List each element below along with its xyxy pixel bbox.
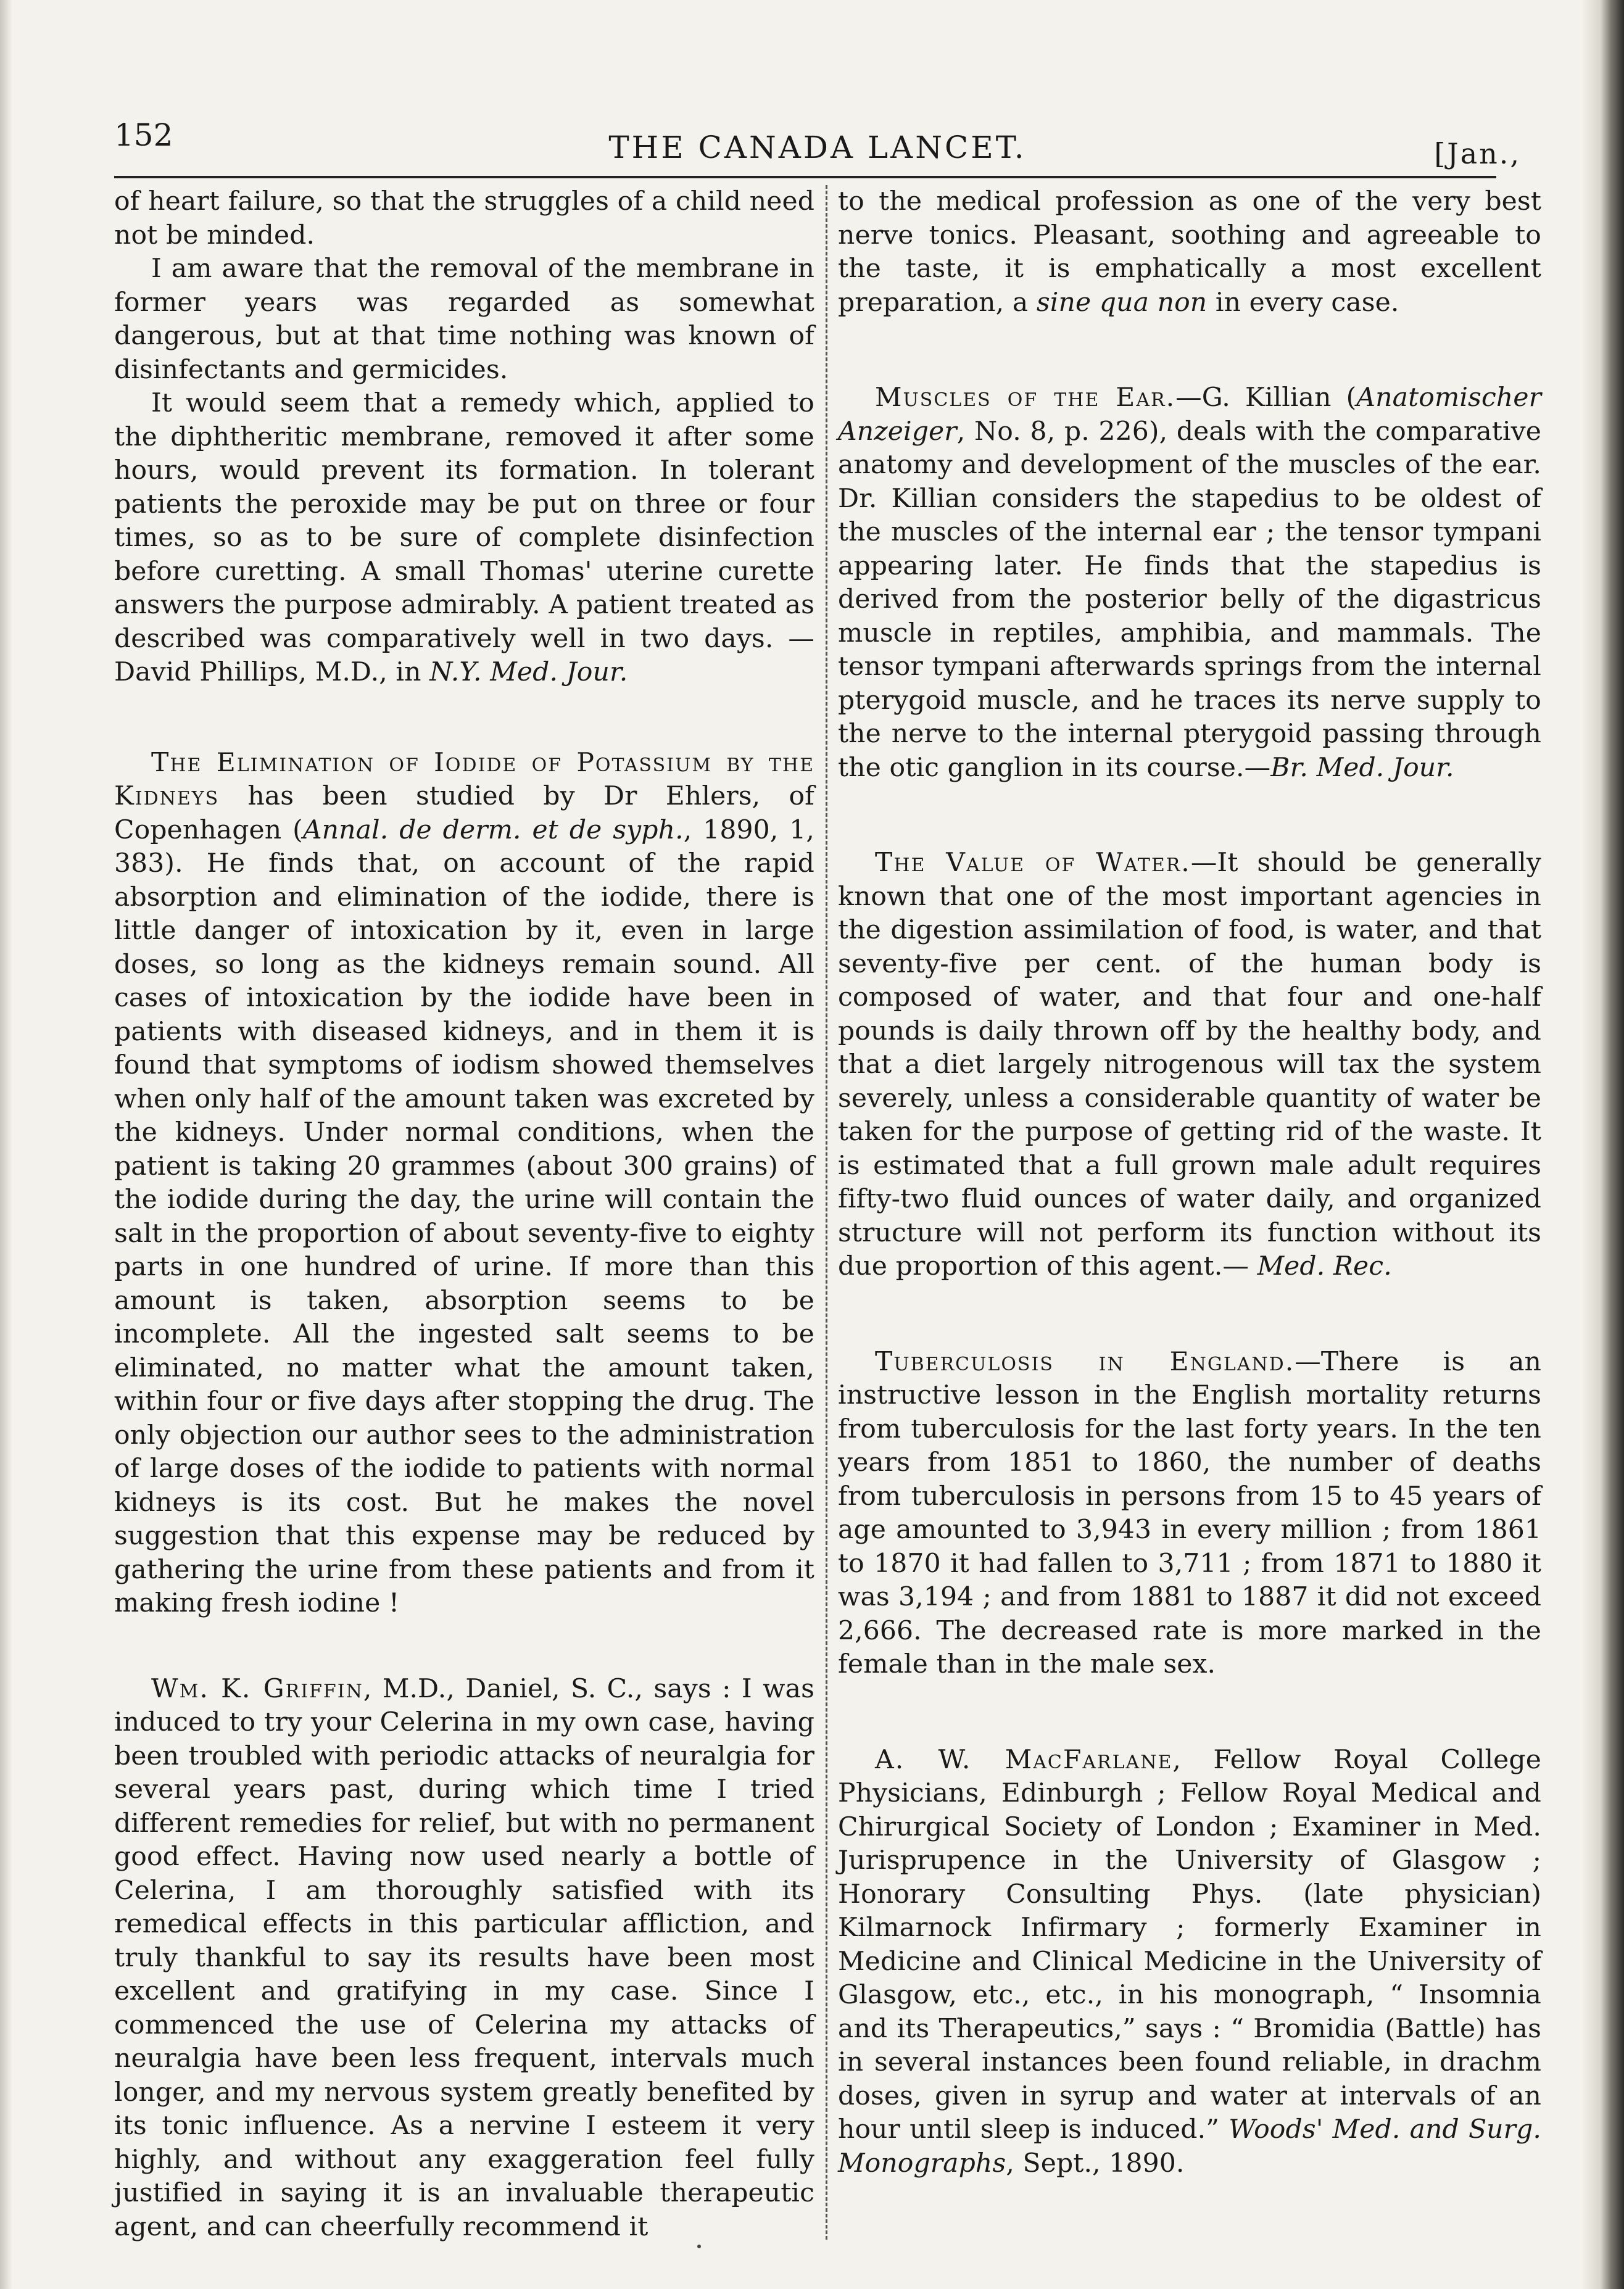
- griffin-name: Wm. K. Griffin: [151, 1673, 363, 1704]
- peroxide-source: N.Y. Med. Jour.: [429, 657, 628, 687]
- griffin-article: [114, 1673, 814, 2245]
- celerina-text-b: in every case.: [1207, 287, 1399, 318]
- peroxide-paragraph: [114, 387, 814, 690]
- iodide-article: [114, 747, 814, 1621]
- page-number: 152: [114, 117, 173, 153]
- left-column: [114, 185, 814, 2244]
- muscles-journal: Anatomischer Anzeiger: [838, 383, 1541, 447]
- iodide-text-a: has been studied by Dr Ehlers, of Copenhagen (: [114, 781, 814, 845]
- muscles-text-b: , No. 8, p. 226), deals with the comparative anatomy and development of the muscles of the ear. Dr. Killian considers the stapedius to be oldest of the muscles of the internal ear ; the tensor tympani appearing later. He finds that the stapedius is derived from the posterior belly of the digastricus muscle in reptiles, amphibia, and mammals. The tensor tympani afterwards springs from the internal pterygoid muscle, and he traces its nerve supply to the nerve to the internal pterygoid passing through the otic ganglion in its course.—: [838, 416, 1541, 783]
- tuberculosis-article: [838, 1346, 1541, 1682]
- footer-dot: [697, 2245, 701, 2248]
- page-edge-right: [1581, 0, 1624, 2289]
- membrane-paragraph: I am aware that the removal of the membrane in former years was regarded as somewhat dangerous, but at that time nothing was known of disinfectants and germicides.: [114, 254, 814, 385]
- macfarlane-article: [838, 1744, 1541, 2181]
- column-divider: [826, 185, 827, 2240]
- water-text: —It should be generally known that one of the most important agencies in the digestion assimilation of food, is water, and that seventy-five per cent. of the human body is composed of water, and that four and one-half pounds is daily thrown off by the healthy body, and that a diet largely nitrogenous will tax the system severely, unless a considerable quantity of water be taken for the purpose of getting rid of the waste. It is estimated that a full grown male adult requires fifty-two fluid ounces of water daily, and organized structure will not perform its function without its due proportion of this agent.—: [838, 848, 1541, 1281]
- right-column: [838, 185, 1541, 2180]
- water-source: Med. Rec.: [1257, 1251, 1392, 1281]
- page-edge-left: [0, 0, 12, 2289]
- celerina-continuation: [838, 185, 1541, 320]
- article-continuation: of heart failure, so that the struggles of a child need not be minded.: [114, 186, 814, 250]
- water-heading: The Value of Water.: [875, 848, 1191, 878]
- macfarlane-name: A. W. MacFarlane: [875, 1744, 1173, 1775]
- celerina-text-a: to the medical profession as one of the very best nerve tonics. Pleasant, soothing and agreeable to the taste, it is emphatically a most excellent preparation, a: [838, 186, 1541, 318]
- iodide-text-b: , 1890, 1, 383). He finds that, on account of the rapid absorption and elimination of the iodide, there is little danger of intoxication by it, even in large doses, so long as the kidneys remain sound. All cases of intoxication by the iodide have been in patients with diseased kidneys, and in them it is found that symptoms of iodism showed themselves when only half of the amount taken was excreted by the kidneys. Under normal conditions, when the patient is taking 20 grammes (about 300 grains) of the iodide during the day, the urine will contain the salt in the proportion of about seventy-five to eighty parts in one hundred of urine. If more than this amount is taken, absorption seems to be incomplete. All the ingested salt seems to be eliminated, no matter what the amount taken, within four or five days after stopping the drug. The only objection our author sees to the administration of large doses of the iodide to patients with normal kidneys is its cost. But he makes the novel suggestion that this expense may be reduced by gathering the urine from these patients and from it making fresh iodine !: [114, 814, 814, 1618]
- iodide-heading: The Elimination of Iodide of Potassium by the Kidneys: [114, 747, 814, 811]
- muscles-source: Br. Med. Jour.: [1270, 752, 1454, 783]
- macfarlane-source: Woods' Med. and Surg. Monographs: [838, 2114, 1541, 2179]
- journal-title: THE CANADA LANCET.: [608, 130, 1027, 165]
- water-article: [838, 846, 1541, 1284]
- celerina-latin: sine qua non: [1036, 287, 1208, 318]
- muscles-text-a: —G. Killian (: [1175, 383, 1357, 413]
- muscles-article: [838, 381, 1541, 785]
- muscles-heading: Muscles of the Ear.: [875, 383, 1176, 413]
- page-header: [114, 105, 1521, 170]
- griffin-text: , M.D., Daniel, S. C., says : I was induced to try your Celerina in my own case, having been troubled with periodic attacks of neuralgia for several years past, during which time I tried different remedies for relief, but with no permanent good effect. Having now used nearly a bottle of Celerina, I am thoroughly satisfied with its remedical effects in this particular affliction, and truly thankful to say its results have been most excellent and gratifying in my case. Since I commenced the use of Celerina my attacks of neuralgia have been less frequent, intervals much longer, and my nervous system greatly benefited by its tonic influence. As a nervine I esteem it very highly, and without any exaggeration feel fully justified in saying it is an invaluable therapeutic agent, and can cheerfully recommend it: [114, 1673, 814, 2242]
- header-rule: [114, 176, 1496, 178]
- header-month: [Jan.,: [1434, 137, 1521, 170]
- tuberculosis-heading: Tuberculosis in England.: [875, 1346, 1295, 1377]
- macfarlane-date: , Sept., 1890.: [1006, 2148, 1185, 2179]
- peroxide-text: It would seem that a remedy which, applied to the diphtheritic membrane, removed it after some hours, would prevent its formation. In tolerant patients the peroxide may be put on three or four times, so as to be sure of complete disinfection before curetting. A small Thomas' uterine curette answers the purpose admirably. A patient treated as described was comparatively well in two days. —David Phillips, M.D., in: [114, 388, 814, 687]
- iodide-journal: Annal. de derm. et de syph.: [302, 814, 684, 845]
- macfarlane-text: , Fellow Royal College Physicians, Edinburgh ; Fellow Royal Medical and Chirurgical Society of London ; Examiner in Med. Jurisprupence in the University of Glasgow ; Honorary Consulting Phys. (late physician) Kilmarnock Infirmary ; formerly Examiner in Medicine and Clinical Medicine in the University of Glasgow, etc., etc., in his monograph, “ Insomnia and its Therapeutics,” says : “ Bromidia (Battle) has in several instances been found reliable, in drachm doses, given in syrup and water at intervals of an hour until sleep is induced.”: [838, 1744, 1541, 2145]
- tuberculosis-text: —There is an instructive lesson in the English mortality returns from tuberculosis for the last forty years. In the ten years from 1851 to 1860, the number of deaths from tuberculosis in persons from 15 to 45 years of age amounted to 3,943 in every million ; from 1861 to 1870 it had fallen to 3,711 ; from 1871 to 1880 it was 3,194 ; and from 1881 to 1887 it did not exceed 2,666. The decreased rate is more marked in the female than in the male sex.: [838, 1346, 1541, 1679]
